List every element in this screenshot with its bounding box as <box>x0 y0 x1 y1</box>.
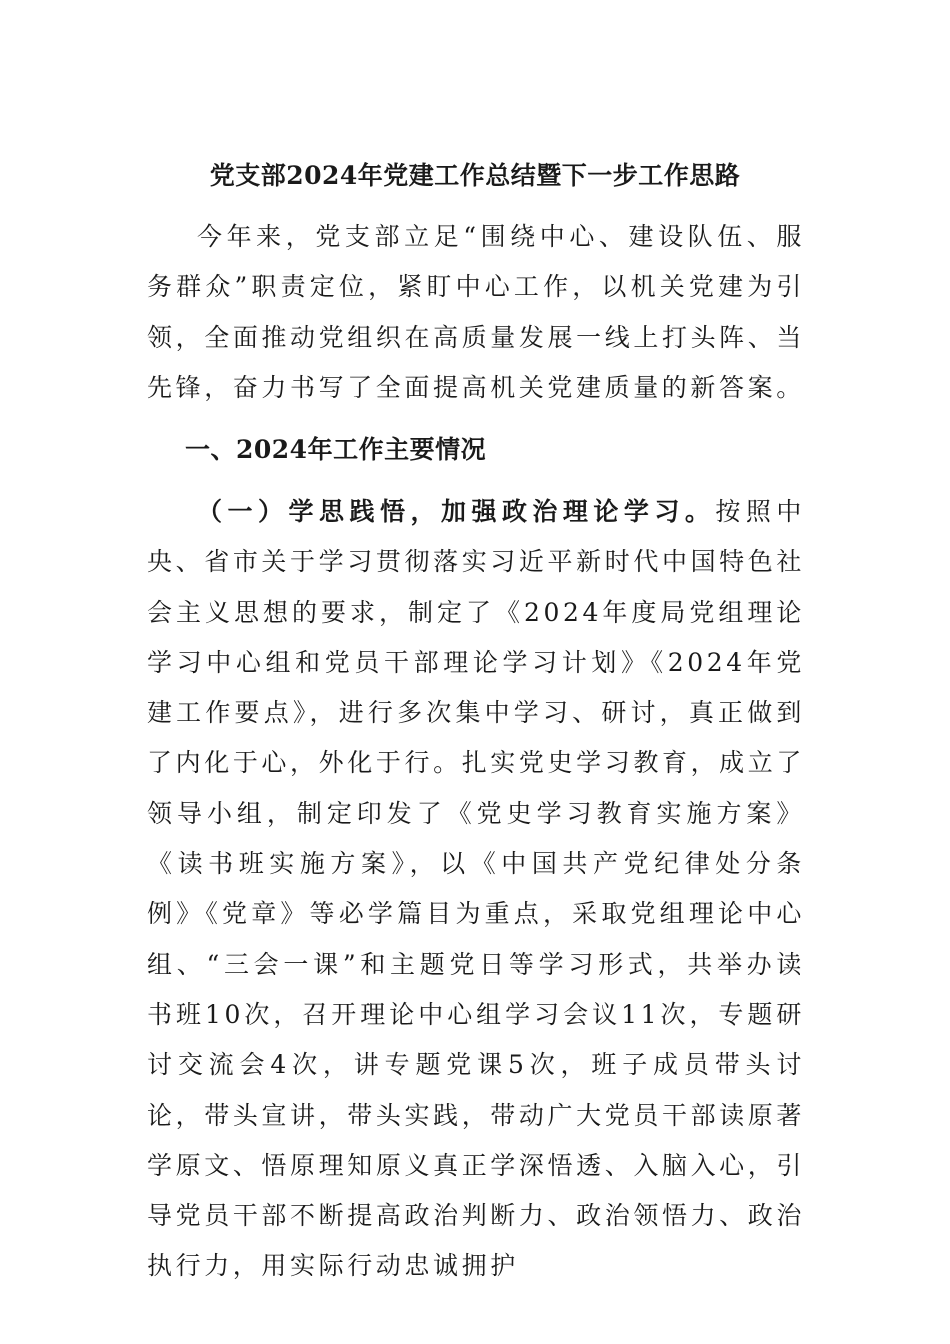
subsection-paragraph <box>147 487 805 1292</box>
section-heading: 一、2024年工作主要情况 <box>185 435 487 464</box>
subsection-lead: （一）学思践悟，加强政治理论学习。 <box>197 497 716 526</box>
subsection-body: 按照中央、省市关于学习贯彻落实习近平新时代中国特色社会主义思想的要求，制定了《2024年度局党组理论学习中心组和党员干部理论学习计划》《2024年党建工作要点》，进行多次集中学习、研讨，真正做到了内化于心，外化于行。扎实党史学习教育，成立了领导小组，制定印发了《党史学习教育实施方案》《读书班实施方案》，以《中国共产党纪律处分条例》《党章》等必学篇目为重点，采取党组理论中心组、“三会一课”和主题党日等学习形式，共举办读书班10次，召开理论中心组学习会议11次，专题研讨交流会4次，讲专题党课5次，班子成员带头讨论，带头宣讲，带头实践，带动广大党员干部读原著学原文、悟原理知原义真正学深悟透、入脑入心，引导党员干部不断提高政治判断力、政治领悟力、政治执行力，用实际行动忠诚拥护 <box>147 497 805 1281</box>
intro-paragraph: 今年来，党支部立足“围绕中心、建设队伍、服务群众”职责定位，紧盯中心工作，以机关党建为引领，全面推动党组织在高质量发展一线上打头阵、当先锋，奋力书写了全面提高机关党建质量的新答案。 <box>147 222 805 402</box>
document-title: 党支部2024年党建工作总结暨下一步工作思路 <box>209 161 741 190</box>
